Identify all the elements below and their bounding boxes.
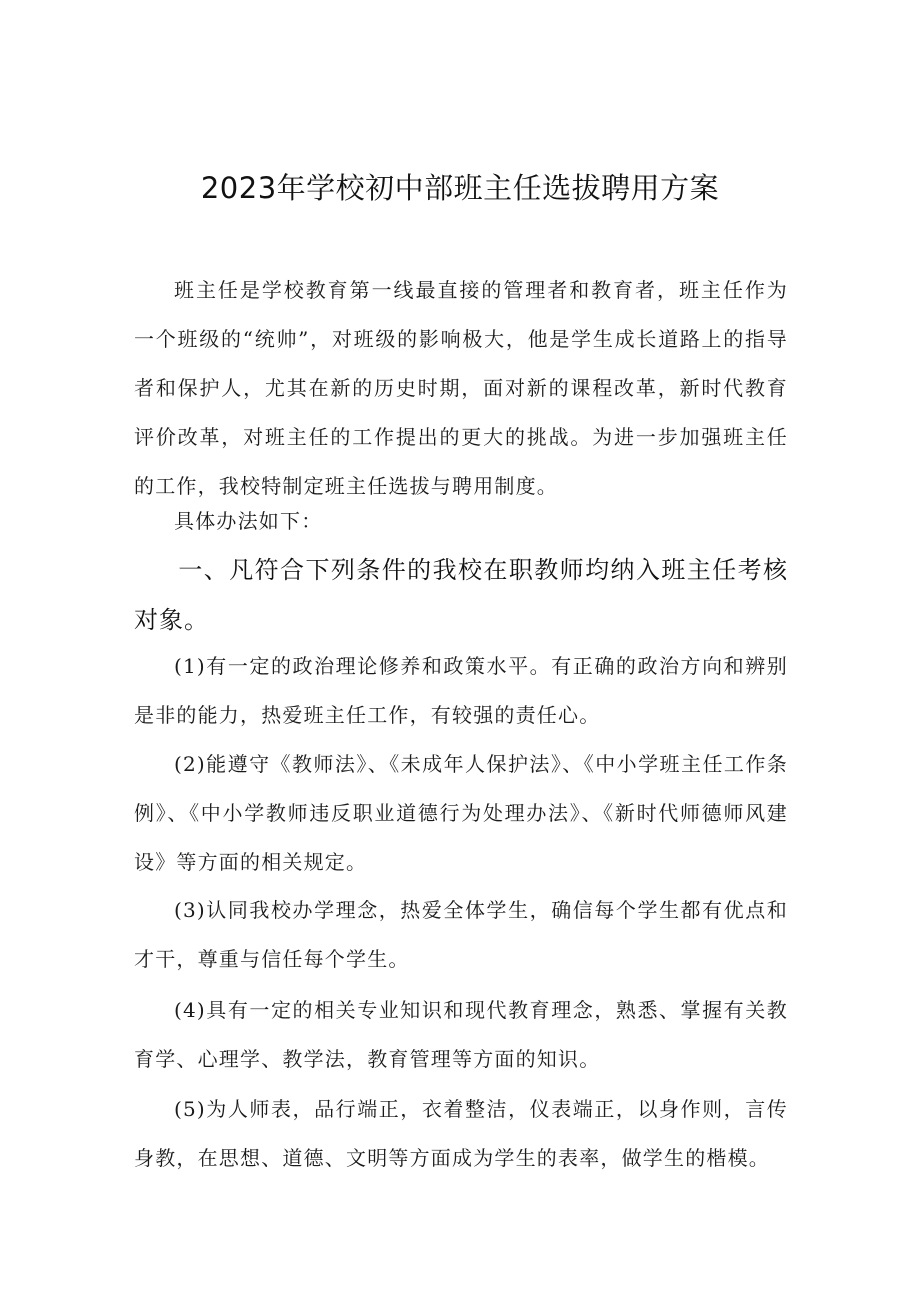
condition-item-4: (4)具有一定的相关专业知识和现代教育理念，熟悉、掌握有关教育学、心理学、教学法，教育管理等方面的知识。	[134, 998, 788, 1071]
condition-item-2: (2)能遵守《教师法》、《未成年人保护法》、《中小学班主任工作条例》、《中小学教师违反职业道德行为处理办法》、《新时代师德师风建设》等方面的相关规定。	[134, 752, 788, 874]
section-one-heading: 一、凡符合下列条件的我校在职教师均纳入班主任考核对象。	[134, 556, 788, 634]
intro-paragraph: 班主任是学校教育第一线最直接的管理者和教育者，班主任作为一个班级的“统帅”，对班级的影响极大，他是学生成长道路上的指导者和保护人，尤其在新的历史时期，面对新的课程改革，新时代教育评价改革，对班主任的工作提出的更大的挑战。为进一步加强班主任的工作，我校特制定班主任选拔与聘用制度。	[134, 278, 788, 498]
condition-item-5: (5)为人师表，品行端正，衣着整洁，仪表端正，以身作则，言传身教，在思想、道德、文明等方面成为学生的表率，做学生的楷模。	[134, 1097, 788, 1170]
condition-item-1: (1)有一定的政治理论修养和政策水平。有正确的政治方向和辨别是非的能力，热爱班主任工作，有较强的责任心。	[134, 654, 788, 727]
methods-intro: 具体办法如下：	[174, 509, 323, 533]
condition-item-3: (3)认同我校办学理念，热爱全体学生，确信每个学生都有优点和才干，尊重与信任每个学生。	[134, 898, 788, 971]
document-title: 2023年学校初中部班主任选拔聘用方案	[200, 171, 720, 205]
